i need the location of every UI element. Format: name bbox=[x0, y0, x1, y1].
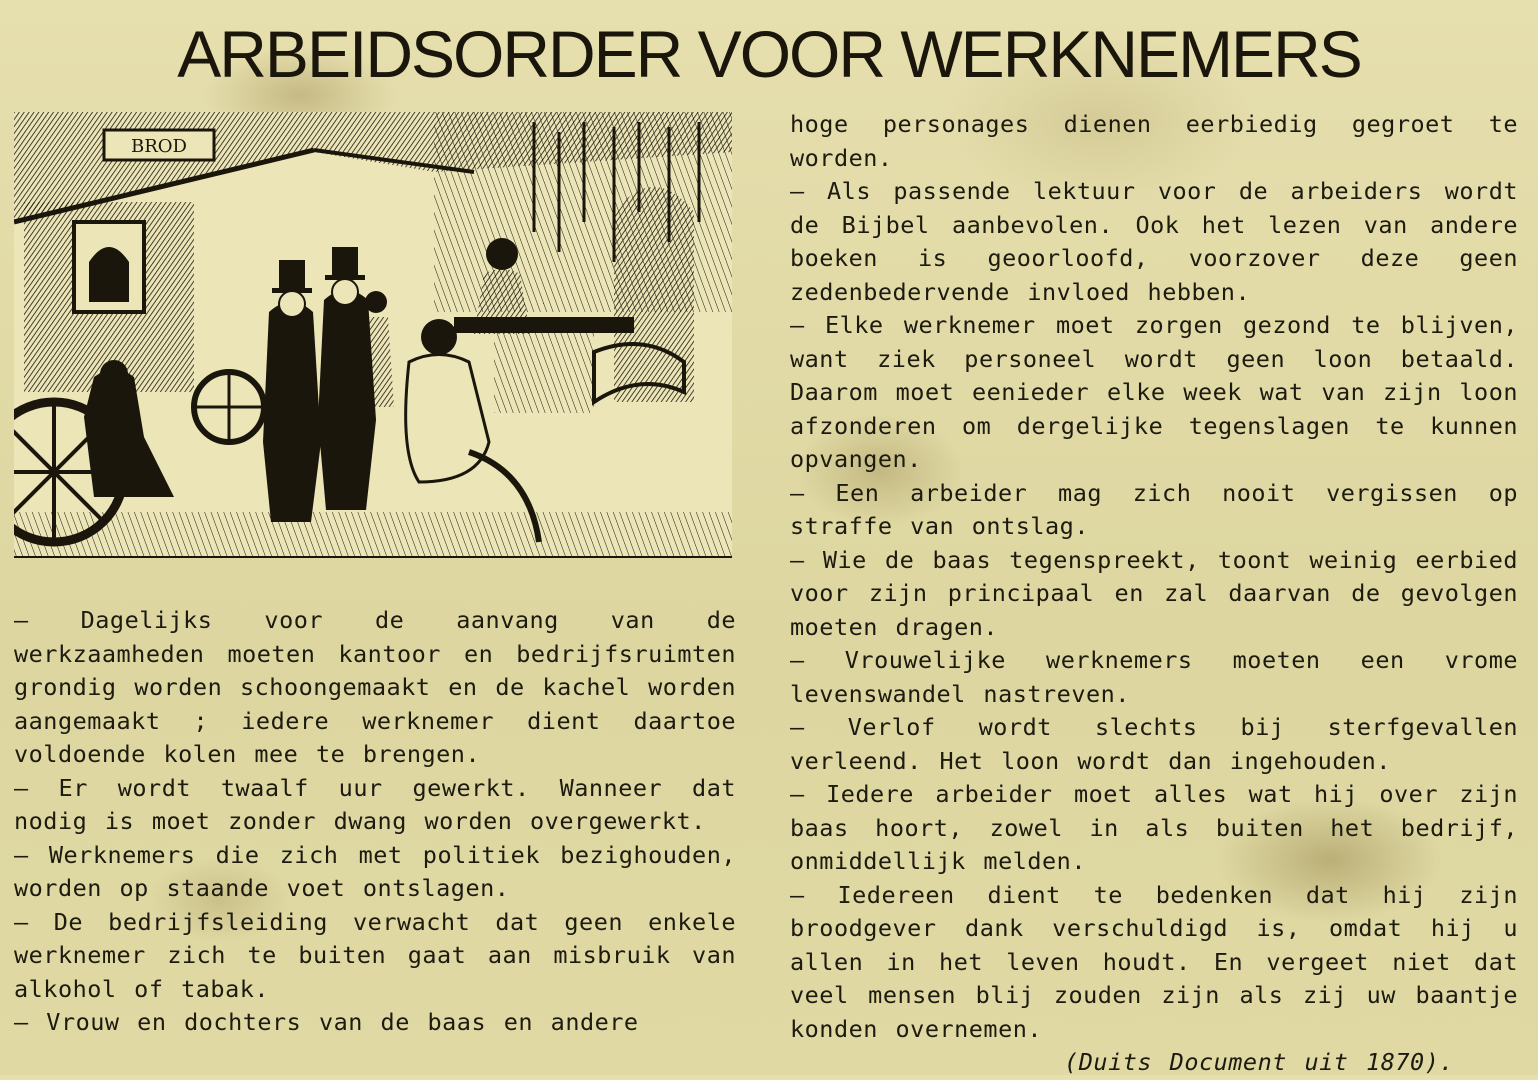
article-paragraph: — Vrouw en dochters van de baas en andere bbox=[14, 1008, 639, 1036]
right-text-column bbox=[790, 108, 1518, 1080]
article-paragraph: — Iedere arbeider moet alles wat hij over zijn baas hoort, zowel in als buiten het bedrijf, onmiddellijk melden. bbox=[790, 780, 1518, 875]
article-paragraph: — Een arbeider mag zich nooit vergissen op straffe van ontslag. bbox=[790, 478, 1518, 540]
article-paragraph: — Dagelijks voor de aanvang van de werkzaamheden moeten kantoor en bedrijfsruimten grondig worden schoongemaakt en de kachel worden aangemaakt ; iedere werknemer dient daartoe voldoende kolen mee te brengen. bbox=[14, 606, 736, 768]
article-paragraph: — Verlof wordt slechts bij sterfgevallen verleend. Het loon wordt dan ingehouden. bbox=[790, 713, 1518, 775]
article-paragraph: — Vrouwelijke werknemers moeten een vrome levenswandel nastreven. bbox=[790, 646, 1518, 708]
article-paragraph: — Er wordt twaalf uur gewerkt. Wanneer dat nodig is moet zonder dwang worden overgewerkt. bbox=[14, 773, 736, 835]
workshop-engraving-image bbox=[14, 112, 732, 558]
article-paragraph: — Werknemers die zich met politiek bezighouden, worden op staande voet ontslagen. bbox=[14, 840, 736, 902]
article-paragraph: — De bedrijfsleiding verwacht dat geen enkele werknemer zich te buiten gaat aan misbruik van alkohol of tabak. bbox=[14, 907, 736, 1003]
source-signature: (Duits Document uit 1870). bbox=[1064, 1048, 1454, 1076]
left-text-column bbox=[14, 604, 736, 1040]
document-title: ARBEIDSORDER VOOR WERKNEMERS bbox=[177, 17, 1361, 91]
article-paragraph: — Als passende lektuur voor de arbeiders wordt de Bijbel aanbevolen. Ook het lezen van andere boeken is geoorloofd, voorzover deze geen zedenbedervende invloed hebben. bbox=[790, 177, 1518, 306]
article-paragraph: — Iedereen dient te bedenken dat hij zijn broodgever dank verschuldigd is, omdat hij u allen in het leven houdt. En vergeet niet dat veel mensen blij zouden zijn als zij uw baantje konden overnemen. bbox=[790, 880, 1518, 1043]
shop-sign-text: BROD bbox=[131, 136, 187, 157]
article-paragraph: — Elke werknemer moet zorgen gezond te blijven, want ziek personeel wordt geen loon betaald. Daarom moet eenieder elke week wat van zijn loon afzonderen om dergelijke tegenslagen te kunnen opvangen. bbox=[790, 311, 1518, 473]
article-paragraph: hoge personages dienen eerbiedig gegroet te worden. bbox=[790, 110, 1518, 172]
article-paragraph: — Wie de baas tegenspreekt, toont weinig eerbied voor zijn principaal en zal daarvan de gevolgen moeten dragen. bbox=[790, 545, 1518, 641]
